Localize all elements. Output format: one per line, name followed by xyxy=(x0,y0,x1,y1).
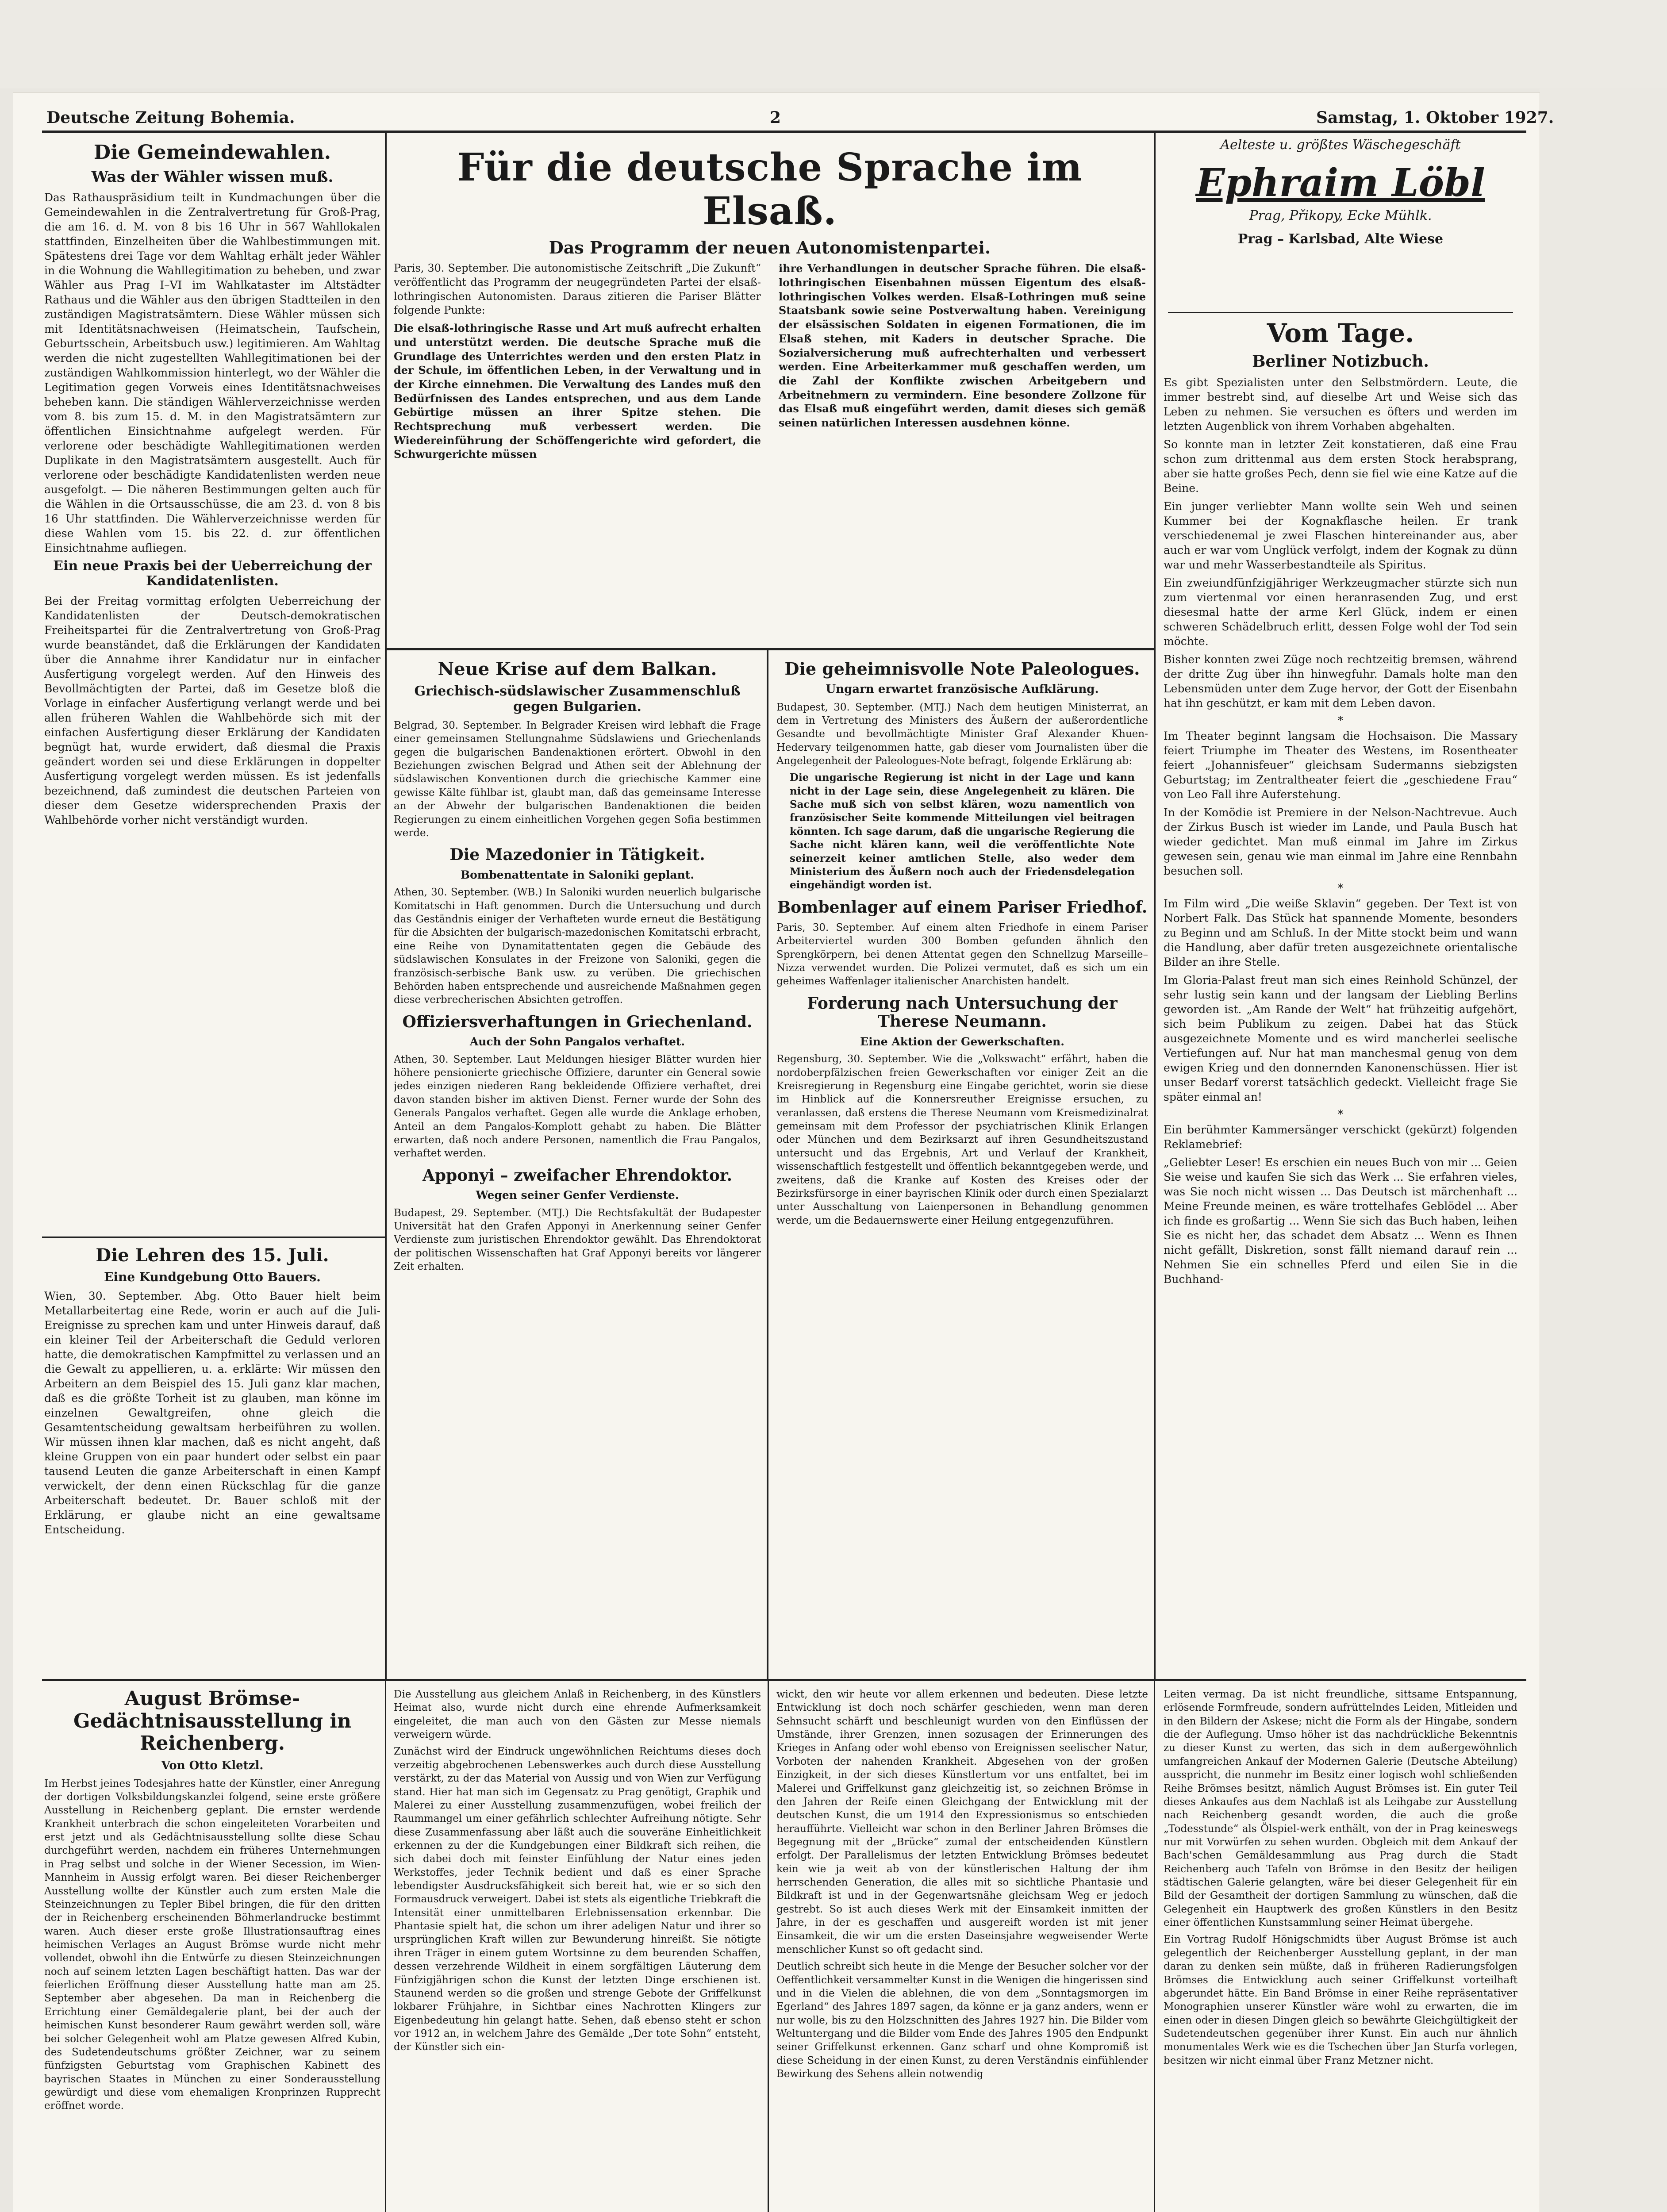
article-broemse-cont xyxy=(776,1688,1148,2212)
ad-locations: Prag – Karlsbad, Alte Wiese xyxy=(1237,231,1444,247)
article-paragraph: Es gibt Spezialisten unter den Selbstmördern. Leute, die immer bestrebt sind, auf dieselbe Art und Weise sich das Leben zu nehmen. Sie versuchen es öfters und werden im letzten Augenblick von ihrem Vorhaben abgehalten. xyxy=(1164,376,1517,433)
article-paragraph: Belgrad, 30. September. In Belgrader Kreisen wird lebhaft die Frage einer gemeinsamen Stellungnahme Südslawiens und Griechenlands gegen die bulgarischen Bandenaktionen erörtert. Obwohl in den Beziehungen zwischen Belgrad und Athen seit der Ablehnung der südslawischen Konventionen durch die griechische Kammer eine gewisse Kälte fühlbar ist, glaubt man, daß das gemeinsame Interesse an der Abwehr der bulgarischen Bandenaktionen die beiden Regierungen zu einem einheitlichen Vorgehen gegen Sofia bestimmen werde. xyxy=(394,720,761,839)
article-paragraph: Ein zweiundfünfzigjähriger Werkzeugmacher stürzte sich nun zum viertenmal vor einen heranrasenden Zug, und erst diesesmal hatte der arme Kerl Glück, indem er einen schweren Schädelbruch erlitt, dessen Folge wohl der Tod sein möchte. xyxy=(1164,576,1517,648)
column-rule xyxy=(1154,133,1156,1679)
article-paragraph: So konnte man in letzter Zeit konstatieren, daß eine Frau schon zum drittenmal aus dem ersten Stock herabsprang, aber sie hatte großes Pech, denn sie fiel wie eine Katze auf die Beine. xyxy=(1164,438,1517,495)
scan-top-margin xyxy=(0,0,1667,88)
article-subtitle: Griechisch-südslawischer Zusammenschluß gegen Bulgarien. xyxy=(414,684,741,714)
article-vom-tage xyxy=(1164,319,1517,1674)
article-subtitle: Wegen seiner Genfer Verdienste. xyxy=(476,1189,679,1202)
section-rule xyxy=(42,1679,1526,1681)
header-masthead: Deutsche Zeitung Bohemia. xyxy=(46,108,295,127)
article-subtitle: Berliner Notizbuch. xyxy=(1252,352,1429,371)
column-rule xyxy=(767,650,768,1679)
article-paragraph: Deutlich schreibt sich heute in die Menge der Besucher solcher vor der Oeffentlichkeit versammelter Kunst in die Wenigen die hingerissen sind und in die Vielen die ablehnen, die von dem „Sonntagsmorgen im Egerland“ des Jahres 1897 sagen, da könne er ja ganz anders, wenn er nur wolle, bis zu den Holzschnitten des Jahres 1927 hin. Die Bilder vom Weltuntergang und die Bilder vom Ende des Jahres 1905 den Endpunkt seiner Griffelkunst erkennen. Ganz scharf und ohne Kompromiß ist diese Scheidung in der einen Kunst, zu deren Verständnis einfühlender Bewirkung des Sehens allein notwendig xyxy=(776,1961,1148,2080)
article-broemse-cont xyxy=(1164,1688,1517,2212)
article-columns xyxy=(394,261,1146,465)
ad-tagline: Aelteste u. größtes Wäschegeschäft xyxy=(1220,137,1461,153)
article-title: August Brömse-Gedächtnisausstellung in Reichenberg. xyxy=(73,1688,351,1755)
article-paragraph: Im Gloria-Palast freut man sich eines Reinhold Schünzel, der sehr lustig sein kann und der langsam der Liebling Berlins geworden ist. „Am Rande der Welt“ hat frühzeitig aufgehört, sich beim Publikum zu zeigen. Dabei hat das Stück ausgezeichnete Momente und es wird mancherlei seelische Vertiefungen auf. Nur hat man manchesmal genug von dem ewigen Krieg und den donnernden Kanonenschüssen. Hier ist unser Bedarf vorerst tatsächlich gedeckt. Vielleicht frage Sie später einmal an! xyxy=(1164,974,1517,1104)
article-paragraph: ihre Verhandlungen in deutscher Sprache führen. Die elsaß-lothringischen Eisenbahnen müssen Eigentum des elsaß-lothringischen Volkes werden. Elsaß-Lothringen muß seine Staatsbank sowie seine Postverwaltung haben. Vereinigung der elsässischen Soldaten in eigenen Formationen, die im Elsaß stehen, mit Kaders in deutscher Sprache. Die Sozialversicherung muß aufrechterhalten und verbessert werden. Eine Arbeiterkammer muß geschaffen werden, um die Zahl der Konflikte zwischen Arbeitgebern und Arbeitnehmern zu vermindern. Eine besondere Zollzone für das Elsaß muß eingeführt werden, damit dieses sich gemäß seinen natürlichen Interessen ausdehnen könne. xyxy=(779,262,1146,429)
article-paragraph: Die elsaß-lothringische Rasse und Art muß aufrecht erhalten und unterstützt werden. Die deutsche Sprache muß die Grundlage des Unterrichtes werden und den ersten Platz in der Schule, im öffentlichen Leben, in der Verwaltung und in der Kirche einnehmen. Die Verwaltung des Landes muß den Bedürfnissen des Landes entsprechen, und aus dem Lande Gebürtige müssen an ihrer Spitze stehen. Die Rechtsprechung muß verbessert werden. Die Wiedereinführung der Schöffengerichte wird gefordert, die Schwurgerichte müssen xyxy=(394,322,761,461)
article-column xyxy=(779,261,1146,465)
section-rule xyxy=(385,648,1155,650)
article-quote: Die ungarische Regierung ist nicht in der Lage und kann nicht in der Lage sein, diese Angelegenheit zu klären. Die Sache muß sich von selbst klären, wozu namentlich von französischer Seite kommende Mitteilungen viel beitragen könnten. Ich sage darum, daß die ungarische Regierung die Sache nicht klären kann, weil die veröffentlichte Note seinerzeit keiner amtlichen Stelle, also weder dem Ministerium des Äußern noch auch der Friedensdelegation eingehändigt worden ist. xyxy=(790,772,1135,891)
article-subtitle: Das Programm der neuen Autonomistenpartei. xyxy=(549,237,991,257)
article-paragraph: Athen, 30. September. (WB.) In Saloniki wurden neuerlich bulgarische Komitatschi in Haft genommen. Durch die Untersuchung und durch das Geständnis einiger der Verhafteten wurde erneut die Bestätigung für die Absichten der bulgarisch-mazedonischen Komitatschi erbracht, eine Reihe von Dynamitattentaten gegen die Gebäude des südslawischen Konsulates in der Freizone von Saloniki, gegen die französisch-serbische Bank usw. zu verüben. Die griechischen Behörden haben entsprechende und ausreichende Maßnahmen gegen diese verbrecherischen Absichten getroffen. xyxy=(394,887,761,1006)
section-rule xyxy=(1168,312,1513,313)
article-subtitle: Was der Wähler wissen muß. xyxy=(91,168,334,186)
article-paragraph: Im Film wird „Die weiße Sklavin“ gegeben. Der Text ist von Norbert Falk. Das Stück hat spannende Momente, besonders zu Beginn und am Schluß. In der Mitte stockt beim und wann die Handlung, aber dafür treten ausgezeichnete orientalische Bilder an ihre Stelle. xyxy=(1164,897,1517,969)
article-subheading: Ein neue Praxis bei der Ueberreichung der Kandidatenlisten. xyxy=(53,558,372,589)
article-paragraph: „Geliebter Leser! Es erschien ein neues Buch von mir ... Geien Sie weise und kaufen Sie sich das Werk ... Sie erfahren vieles, was Sie noch nicht wissen ... Das Deutsch ist märchenhaft ... Meine Freunde meinen, es wäre trottelhafes Geblödel ... Aber ich finde es großartig ... Wenn Sie sich das Buch haben, leihen Sie es nicht her, das schadet dem Absatz ... Wenn es Ihnen nicht gefällt, Diskretion, sonst fällt niemand darauf rein ... Nehmen Sie ein schnelles Pferd und eilen Sie in die Buchhand- xyxy=(1164,1156,1517,1286)
column-rule xyxy=(1154,1681,1155,2212)
column-rule xyxy=(385,133,387,1679)
article-paragraph: Budapest, 30. September. (MTJ.) Nach dem heutigen Ministerrat, an dem in Vertretung des Ministers des Äußern der außerordentliche Gesandte und bevollmächtigte Minister Graf Alexander Khuen-Hedervary teilgenommen hatte, gab dieser vom Journalisten über die Angelegenheit der Paleologues-Note befragt, folgende Erklärung ab: xyxy=(776,701,1148,767)
article-gemeindewahlen xyxy=(44,142,380,1232)
article-paragraph: Regensburg, 30. September. Wie die „Volkswacht“ erfährt, haben die nordoberpfälzischen freien Gewerkschaften vor einiger Zeit an die Kreisregierung in Regensburg eine Eingabe gerichtet, worin sie diese im Hinblick auf die Konnersreuther Ereignisse ersuchen, zu veranlassen, daß erstens die Therese Neumann vom Kreismedizinalrat gemeinsam mit dem Professor der psychiatrischen Klinik Erlangen oder München und dem Bezirksarzt auf ihren Gesundheitszustand untersucht und das Ergebnis, Art und Verlauf der Krankheit, wissenschaftlich festgestellt und öffentlich bekanntgegeben werde, und zweitens, daß die Kranke auf Kosten des Kreises oder der Bezirksfürsorge in einer bayrischen Klinik oder durch einen Spezialarzt unter Ausschaltung von Laienpersonen in Behandlung genommen werde, um die Bedauernswerte einer Heilung entgegenzuführen. xyxy=(776,1053,1148,1226)
article-paragraph: Ein berühmter Kammersänger verschickt (gekürzt) folgenden Reklamebrief: xyxy=(1164,1123,1517,1151)
article-subtitle: Bombenattentate in Saloniki geplant. xyxy=(460,868,695,881)
ad-brand: Ephraim Löbl xyxy=(1196,161,1485,205)
article-title: Die Lehren des 15. Juli. xyxy=(96,1245,329,1266)
article-paragraph: Die Ausstellung aus gleichem Anlaß in Reichenberg, in des Künstlers Heimat also, wurde nicht durch eine ehrende Aufmerksamkeit eingeleitet, die man auch von den Gästen zur Messe niemals verweigern würde. xyxy=(394,1689,761,1741)
article-paragraph: Paris, 30. September. Auf einem alten Friedhofe in einem Pariser Arbeiterviertel wurden 300 Bomben gefunden ähnlich den Sprengkörpern, bei denen Attentat gegen den Schnellzug Marseille–Nizza verwendet wurden. Die Polizei vermutet, daß es sich um ein geheimes Waffenlager italienischer Anarchisten handelt. xyxy=(776,922,1148,987)
article-paragraph: Ein junger verliebter Mann wollte sein Weh und seinen Kummer bei der Kognakflasche heilen. Er trank verschiedenemal je zwei Flaschen hintereinander aus, aber auch er war vom Unglück verfolgt, indem der Kognak zu dünn war und mehr Wasserbestandteile als Spiritus. xyxy=(1164,500,1517,572)
advertisement xyxy=(1168,137,1513,305)
article-title: Die Mazedonier in Tätigkeit. xyxy=(449,845,705,864)
article-title: Vom Tage. xyxy=(1267,319,1414,348)
article-paragraph: Budapest, 29. September. (MTJ.) Die Rechtsfakultät der Budapester Universität hat den Grafen Apponyi in Anerkennung seiner Genfer Verdienste zum juristischen Ehrendoktor gewählt. Das Ehrendoktorat der politischen Wissenschaften hat Graf Apponyi bereits vor längerer Zeit erhalten. xyxy=(394,1207,761,1273)
article-title: Die geheimnisvolle Note Paleologues. xyxy=(784,659,1140,679)
article-subtitle: Auch der Sohn Pangalos verhaftet. xyxy=(469,1035,685,1048)
separator-star: * xyxy=(1337,714,1344,727)
article-column xyxy=(394,261,761,465)
article-balkan xyxy=(394,659,761,1674)
article-paragraph: Paris, 30. September. Die autonomistische Zeitschrift „Die Zukunft“ veröffentlicht das Programm der neugegründeten Partei der elsaß-lothringischen Autonomisten. Daraus zitieren die Pariser Blätter folgende Punkte: xyxy=(394,262,761,317)
article-paragraph: Das Rathauspräsidium teilt in Kundmachungen über die Gemeindewahlen in die Zentralvertretung für Groß-Prag, die am 16. d. M. von 8 bis 16 Uhr in 567 Wahllokalen stattfinden, Einzelheiten über die Wahlbestimmungen mit. Spätestens drei Tage vor dem Wahltag erhält jeder Wähler in die Wohnung die Wahllegitimation zu beheben, und zwar Wähler aus Prag I–VI im Wahlkataster im Altstädter Rathaus und die Wähler aus den übrigen Stadtteilen in den zuständigen Magistratsämtern. Diese Wähler müssen sich mit Identitätsnachweisen (Heimatschein, Taufschein, Geburtsschein, Arbeitsbuch usw.) legitimieren. Am Wahltag werden die nicht zugestellten Wahllegitimationen bei der zuständigen Wahlkommission hinterlegt, wo der Wähler die Legitimation gegen Vorweis eines Identitätsnachweises beheben kann. Die ständigen Wählerverzeichnisse werden vom 8. bis zum 15. d. M. in den Magistratsämtern zur öffentlichen Einsichtnahme aufgelegt werden. Für verlorene oder beschädigte Wahllegitimationen werden Duplikate in den Magistratsämtern ausgestellt. Auch für verlorene oder beschädigte Kandidatenlisten werden neue ausgefolgt. — Die näheren Bestimmungen gelten auch für die Wählen in die Ortsausschüsse, die am 23. d. von 8 bis 16 Uhr stattfinden. Die Wählerverzeichnisse werden für diese Wahlen vom 15. bis 22. d. zur öffentlichen Einsichtnahme aufliegen. xyxy=(44,191,380,554)
article-paragraph: Athen, 30. September. Laut Meldungen hiesiger Blätter wurden hier höhere pensionierte griechische Offiziere, darunter ein General sowie jedes einzigen niederen Rang bekleidende Offiziere verhaftet, drei davon standen bisher im aktiven Dienst. Ferner wurde der Sohn des Generals Pangalos verhaftet. Gegen alle wurde die Anklage erhoben, Anteil an dem Pangalos-Komplott gehabt zu haben. Die Blätter erwarten, daß noch andere Personen, namentlich die Frau Pangalos, verhaftet werden. xyxy=(394,1053,761,1160)
article-byline: Von Otto Kletzl. xyxy=(161,1759,264,1772)
header-date: Samstag, 1. Oktober 1927. xyxy=(1316,108,1554,127)
article-paragraph: Im Herbst jeines Todesjahres hatte der Künstler, einer Anregung der dortigen Volksbildungskanzlei folgend, seine erste größere Ausstellung in Reichenberg geplant. Die ernster werdende Krankheit unterbrach die schon eingeleiteten Vorarbeiten und erst jetzt und als Gedächtnisausstellung sollte diese Schau durchgeführt werden, nachdem ein früheres Unternehmungen in Prag selbst und solche in der Wiener Secession, im Wien-Mannheim in Aussig erfolgt waren. Bei dieser Reichenberger Ausstellung wollte der Künstler auch zum ersten Male die Steinzeichnungen zu Tepler Bibel bringen, die für den dritten der in Reichenberg erscheinenden Böhmerlandrucke bestimmt waren. Auch dieser erste große Illustrationsauftrag eines heimischen Verlages an August Brömse wurde nicht mehr vollendet, obwohl ihn die Entwürfe zu diesen Steinzeichnungen noch auf seinem letzten Lagen beschäftigt hatten. Das war der feierlichen Eröffnung dieser Ausstellung hatte man am 25. September aber abgesehen. Da man in Reichenberg die Errichtung einer Gemäldegalerie plant, bei der auch der heimischen Kunst besonderer Raum gewährt werden soll, wäre bei solcher Gelegenheit wohl am Platze gewesen Alfred Kubin, des Sudetendeutschums größter Zeichner, war zu seinem fünfzigsten Geburtstag vom Graphischen Kabinett des bayrischen Staates in München zu einer Sonderausstellung gewürdigt und diese vom ehemaligen Kronprinzen Rupprecht eröffnet worde. xyxy=(44,1778,380,2112)
separator-star: * xyxy=(1337,882,1344,895)
article-subtitle: Ungarn erwartet französische Aufklärung. xyxy=(826,682,1099,696)
article-paragraph: Wien, 30. September. Abg. Otto Bauer hielt beim Metallarbeitertag eine Rede, worin er auch auf die Juli-Ereignisse zu sprechen kam und unter Hinweis darauf, daß ein kleiner Teil der Arbeiterschaft die Geduld verloren hatte, die demokratischen Kampfmittel zu verlassen und an die Gewalt zu appellieren, u. a. erklärte: Wir müssen den Arbeitern an dem Beispiel des 15. Juli ganz klar machen, daß es die größte Torheit ist zu glauben, man könne im einzelnen Gewaltgreifen, ohne gleich die Gesamtentscheidung gewaltsam herbeiführen zu wollen. Wir müssen ihnen klar machen, daß es nicht angeht, daß kleine Gruppen von ein paar hundert oder selbst ein paar tausend Leuten die ganze Arbeiterschaft in einen Kampf verwickelt, der denn einen Rückschlag für die ganze Arbeiterschaft bedeutet. Dr. Bauer schloß mit der Erklärung, er glaube nicht an eine gewaltsame Entscheidung. xyxy=(44,1290,380,1536)
article-title: Bombenlager auf einem Pariser Friedhof. xyxy=(777,898,1148,917)
article-title: Forderung nach Untersuchung der Therese Neumann. xyxy=(807,994,1118,1031)
article-broemse xyxy=(44,1688,380,2212)
article-title: Apponyi – zweifacher Ehrendoktor. xyxy=(422,1166,733,1185)
article-paragraph: Bei der Freitag vormittag erfolgten Ueberreichung der Kandidatenlisten der Deutsch-demokratischen Freiheitspartei für die Zentralvertretung von Groß-Prag wurde beanständet, daß die Erklärungen der Kandidaten über die Annahme ihrer Kandidatur nur in einfacher Ausfertigung vorgelegt werden. Auf den Hinweis des Bevollmächtigten der Partei, daß im Gesetze bloß die Vorlage in einfacher Ausfertigung verlangt werde und bei allen früheren Wahlen die Wahlbehörde sich mit der einfachen Ausfertigung dieser Erklärung der Kandidaten begnügt hat, wurde erwidert, daß diesmal die Praxis geändert worden sei und diese Erklärungen in doppelter Ausfertigung vorgelegt werden müssen. Es ist jedenfalls bezeichnend, daß zumindest die deutschen Parteien von dieser dem Gesetze widersprechenden Praxis der Wahlbehörde vorher nicht verständigt wurden. xyxy=(44,594,380,826)
article-broemse-cont xyxy=(394,1688,761,2212)
article-title: Für die deutsche Sprache im Elsaß. xyxy=(457,146,1083,234)
article-lehren xyxy=(44,1245,380,1674)
article-paragraph: wickt, den wir heute vor allem erkennen und bedeuten. Diese letzte Entwicklung ist doch noch schärfer geschieden, wenn man deren Sehnsucht schärft und beschleunigt wurden von den Einflüssen der Umstände, ihrer Grenzen, innen sozusagen der Erinnerungen des Krieges in Anfang oder wohl ebenso von Ereignissen seelischer Natur, Vorboten der nahenden Krankheit. Abgesehen von der großen Einzigkeit, in der sich dieses Künstlertum vor uns entfaltet, bei im Malerei und Griffelkunst ganz gleichzeitig ist, so zeichnen Brömse in den Jahren der Reife einen Gleichgang der Entwicklung mit der deutschen Kunst, die um 1914 den Expressionismus so entschieden heraufführte. Vielleicht war schon in den Berliner Jahren Brömses die Begegnung mit der „Brücke“ zumal der entscheidenden Künstlern erfolgt. Der Parallelismus der letzten Entwicklung Brömses bedeutet kein wie ja weit ab von der künstlerischen Haltung der ihm herrschenden Generation, die alles mit so sichtliche Phantasie und Bildkraft ist und in der Gegenwartsnähe gleichsam Weg er jedoch gestrebt. So ist auch dieses Werk mit der Einsamkeit inmitten der Jahre, in der es geschaffen und ausgereift worden ist mit jener Einsamkeit, die wir um die ersten Daseinsjahre wegweisender Werte menschlicher Kunst so oft gedacht sind. xyxy=(776,1689,1148,1955)
article-subtitle: Eine Aktion der Gewerkschaften. xyxy=(860,1035,1064,1048)
article-note xyxy=(776,659,1148,1674)
article-title: Offiziersverhaftungen in Griechenland. xyxy=(402,1012,753,1031)
article-paragraph: In der Komödie ist Premiere in der Nelson-Nachtrevue. Auch der Zirkus Busch ist wieder im Lande, und Paula Busch hat wieder gedichtet. Man muß einmal im Jahre im Zirkus gewesen sein, genau wie man einmal im Jahre eine Rennbahn besuchen soll. xyxy=(1164,806,1517,878)
article-paragraph: Ein Vortrag Rudolf Hönigschmidts über August Brömse ist auch gelegentlich der Reichenberger Ausstellung geplant, in der man daran zu denken sein müßte, daß in früheren Radierungsfolgen Brömses die Entwicklung auch seiner Griffelkunst vorteilhaft abgerundet hätte. Ein Band Brömse in einer Reihe repräsentativer Monographien unserer Künstler wäre wohl zu erwarten, die im einen oder in diesen Dingen gleich so bewährte Gleichgültigkeit der Sudetendeutschen gegenüber ihrer Kunst. Ein auch nur ähnlich monumentales Werk wie es die Tschechen über Jan Sturfa vorlegen, besitzen wir nicht einmal über Franz Metzner nicht. xyxy=(1164,1934,1517,2066)
article-paragraph: Leiten vermag. Da ist nicht freundliche, sittsame Entspannung, erlösende Formfreude, sondern aufrüttelndes Leiden, Mitleiden und in den Bildern der Askese; nicht die Form als der Hingabe, sondern die der Auflegung. Umso höher ist das nachdrückliche Bekenntnis zu dieser Kunst zu werten, das sich in dem außergewöhnlich umfangreichen Ankauf der Modernen Galerie (Deutsche Abteilung) ausspricht, die nunmehr im Besitz einer logisch wohl schließenden Reihe Brömses besitzt, nämlich August Brömses ist. Ein guter Teil dieses Ankaufes aus dem Nachlaß ist als Leihgabe zur Ausstellung nach Reichenberg gesandt worden, die auch die große „Todesstunde“ als Ölspiel-werk enthält, von der in Prag keineswegs nur mit Vorwürfen zu sehen wurden. Obgleich mit dem Ankauf der Bach'schen Gemäldesammlung aus Prag durch die Stadt Reichenberg auch Tafeln von Brömse in den Besitz der heiligen städtischen Galerie gelangten, wäre bei dieser Gelegenheit für ein Bild der Gesamtheit der dortigen Sammlung zu wünschen, daß die Gelegenheit ein Hauptwerk des großen Künstlers in den Besitz einer öffentlichen Kunstsammlung seiner Heimat übergehe. xyxy=(1164,1689,1517,1929)
ad-address: Prag, Přikopy, Ecke Mühlk. xyxy=(1249,208,1432,223)
column-rule xyxy=(385,1681,386,2212)
scan-right-margin xyxy=(1540,88,1667,2212)
article-paragraph: Bisher konnten zwei Züge noch rechtzeitig bremsen, während der dritte Zug über ihn hinwegfuhr. Damals holte man den Lebensmüden unter dem Zuge hervor, der Gott der Eisenbahn hat ihn geschützt, er kam mit dem Leben davon. xyxy=(1164,653,1517,710)
article-paragraph: Zunächst wird der Eindruck ungewöhnlichen Reichtums dieses doch verzeitig abgebrochenen Lebenswerkes auch durch diese Ausstellung verstärkt, zu der das Material von Aussig und von Wien zur Verfügung stand. Hier hat man sich im Gegensatz zu Prag genötigt, Graphik und Malerei zu einer Ausstellung zusammenzufügen, wobei freilich der Raummangel um einer gefährlich schlechter Aufreihung nötigte. Sehr diese Zusammenfassung aber läßt auch die souveräne Einheitlichkeit erkennen zu der die Kundgebungen einer Bildkraft sich reihen, die sich dabei doch mit feinster Einfühlung der Natur eines jeden Werkstoffes, jeder Technik bedient und daß es einer Sprache lebendigster Ausdrucksfähigkeit sich bereit hat, wie er so sich den Formausdruck verweigert. Dabei ist stets als eigentliche Triebkraft die Intensität einer unmittelbaren Erlebnissensation erkennbar. Die Phantasie spielt hat, die schon um ihrer adeligen Natur und ihrer so ursprünglichen Kraft willen zur Bewunderung hinreißt. Sie nötigte ihren Träger in einem gutem Wortsinne zu dem beurenden Schaffen, dessen verzehrende Wildheit in einem sorgfältigen Läuterung dem Fünfzigjährigen schon die Kunst der letzten Dinge erschienen ist. Staunend werden so die großen und strenge Gebote der Griffelkunst lokbarer Frühjahre, in Sichtbar eines Nachrotten Klingers zur Eigenbedeutung hin gelangt hatte. Sehen, daß ebenso steht er schon vor 1912 an, in welchem Jahre des Gemälde „Der tote Sohn“ entsteht, der Künstler sich ein- xyxy=(394,1746,761,2053)
article-paragraph: Im Theater beginnt langsam die Hochsaison. Die Massary feiert Triumphe im Theater des Westens, im Rosentheater feiert „Johannisfeuer“ gleichsam Sudermanns siebzigsten Geburtstag; im Zentraltheater feiert die „geschiedene Frau“ von Leo Fall ihre Auferstehung. xyxy=(1164,730,1517,801)
column-rule xyxy=(768,1681,769,2212)
separator-star: * xyxy=(1337,1108,1344,1121)
header-page-number: 2 xyxy=(770,108,781,127)
article-title: Neue Krise auf dem Balkan. xyxy=(438,659,717,680)
article-elsass xyxy=(394,146,1146,644)
article-subtitle: Eine Kundgebung Otto Bauers. xyxy=(104,1270,321,1284)
article-title: Die Gemeindewahlen. xyxy=(93,142,331,164)
header-rule xyxy=(42,131,1526,133)
section-rule xyxy=(42,1237,385,1238)
